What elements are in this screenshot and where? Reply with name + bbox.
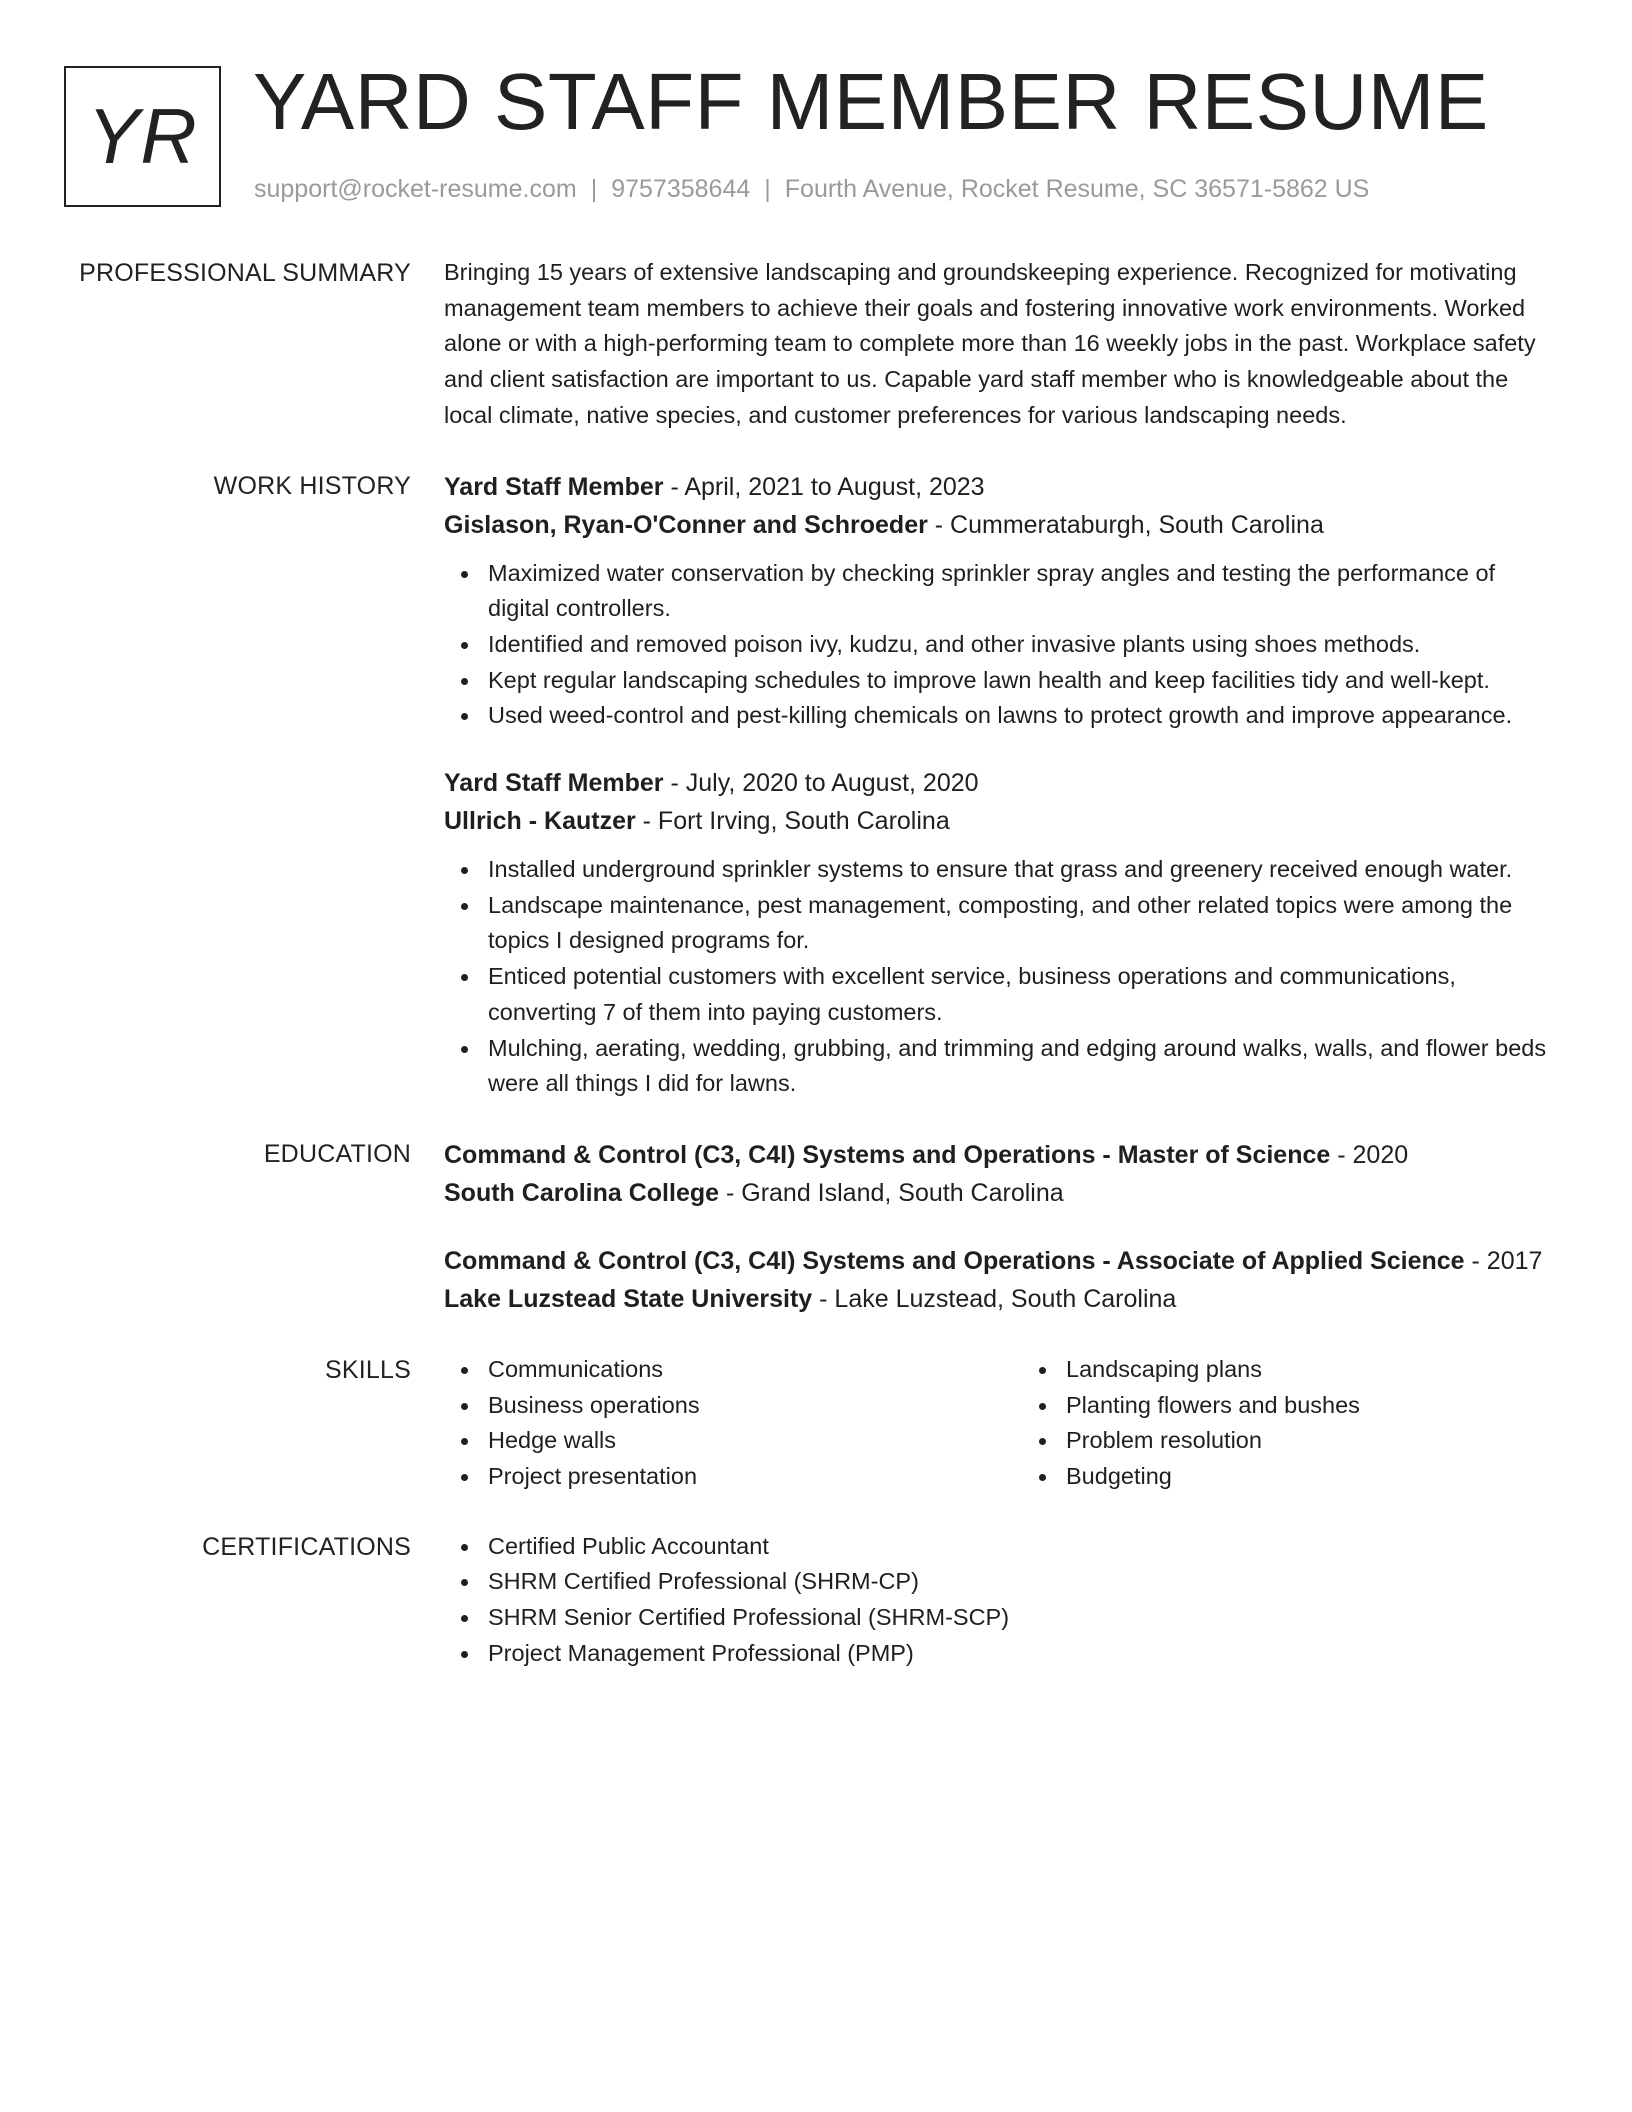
job-entry [444, 468, 1554, 735]
skill-item: Planting flowers and bushes [1066, 1388, 1554, 1424]
section-work-history [0, 468, 1632, 1102]
certification-item: SHRM Certified Professional (SHRM-CP) [488, 1564, 1554, 1600]
job-bullet: Installed underground sprinkler systems to ensure that grass and greenery received enough water. [488, 852, 1554, 888]
skills-column [1022, 1352, 1554, 1495]
school-line [444, 1174, 1554, 1212]
section-education [0, 1136, 1632, 1318]
job-company: Ullrich - Kautzer [444, 807, 636, 836]
education-entry [444, 1136, 1554, 1212]
job-dates: - July, 2020 to August, 2020 [663, 769, 979, 798]
contact-separator: | [764, 175, 771, 203]
job-bullet: Used weed-control and pest-killing chemicals on lawns to protect growth and improve appearance. [488, 698, 1554, 734]
job-company: Gislason, Ryan-O'Conner and Schroeder [444, 510, 928, 539]
job-company-line [444, 506, 1554, 544]
job-title-line [444, 468, 1554, 506]
job-dates: - April, 2021 to August, 2023 [663, 472, 985, 501]
initials-text: YR [87, 92, 198, 180]
education-entry [444, 1242, 1554, 1318]
job-title: Yard Staff Member [444, 769, 664, 798]
initials-monogram [64, 66, 221, 207]
section-certifications [0, 1529, 1632, 1672]
section-content [444, 255, 1554, 434]
section-content [444, 1529, 1554, 1672]
resume-sections [0, 255, 1632, 1706]
job-bullet: Mulching, aerating, wedding, grubbing, and trimming and edging around walks, walls, and flower beds were all things I did for lawns. [488, 1031, 1554, 1102]
section-skills [0, 1352, 1632, 1495]
summary-text: Bringing 15 years of extensive landscaping and groundskeeping experience. Recognized for motivating management team members to achieve their goals and fostering innovative work environments. Worked alone or with a high-performing team to complete more than 16 weekly jobs in the past. Workplace safety and client satisfaction are important to us. Capable yard staff member who is knowledgeable about the local climate, native species, and customer preferences for various landscaping needs. [444, 259, 1536, 428]
job-location: - Cummeratabur​gh, South Carolina [927, 510, 1324, 539]
job-entry [444, 764, 1554, 1102]
job-bullet: Maximized water conservation by checking sprinkler spray angles and testing the performance of digital controllers. [488, 556, 1554, 627]
degree-line [444, 1242, 1554, 1280]
section-label: EDUCATION [263, 1139, 411, 1168]
section-content [444, 1136, 1554, 1318]
section-label: SKILLS [325, 1355, 411, 1384]
school-location: - Grand Island, South Carolina [719, 1178, 1064, 1207]
skill-item: Landscaping plans [1066, 1352, 1554, 1388]
school-name: Lake Luzstead State University [444, 1284, 813, 1313]
degree-name: Command & Control (C3, C4I) Systems and Operations - Associate of Applied Science [444, 1246, 1465, 1275]
skills-column [444, 1352, 976, 1495]
degree-year: - 2020 [1330, 1140, 1409, 1169]
certification-item: Project Management Professional (PMP) [488, 1636, 1554, 1672]
section-professional-summary [0, 255, 1632, 434]
job-bullet: Landscape maintenance, pest management, composting, and other related topics were among the topics I designed programs for. [488, 888, 1554, 959]
skill-item: Business operations [488, 1388, 976, 1424]
contact-phone: 9757358644 [611, 175, 751, 203]
contact-line [254, 172, 1369, 206]
job-location: - Fort Irving, South Carolina [635, 807, 950, 836]
skill-item: Project presentation [488, 1459, 976, 1495]
resume-title: YARD STAFF MEMBER RESUME [253, 57, 1489, 146]
skill-item: Communications [488, 1352, 976, 1388]
section-label: WORK HISTORY [213, 471, 411, 500]
section-label: CERTIFICATIONS [202, 1532, 411, 1561]
school-line [444, 1280, 1554, 1318]
skill-item: Problem resolution [1066, 1423, 1554, 1459]
job-bullet: Identified and removed poison ivy, kudzu, and other invasive plants using shoes methods. [488, 627, 1554, 663]
job-title: Yard Staff Member [444, 472, 664, 501]
job-bullet: Kept regular landscaping schedules to improve lawn health and keep facilities tidy and well-kept. [488, 663, 1554, 699]
job-bullets [444, 556, 1554, 735]
contact-separator: | [590, 175, 598, 203]
degree-year: - 2017 [1464, 1246, 1543, 1275]
contact-address: Fourth Avenue, Rocket Resume, SC 36571-5862 US [784, 175, 1370, 203]
job-title-line [444, 764, 1554, 802]
certification-list [444, 1529, 1554, 1672]
certification-item: SHRM Senior Certified Professional (SHRM-SCP) [488, 1600, 1554, 1636]
job-company-line [444, 802, 1554, 840]
degree-name: Command & Control (C3, C4I) Systems and Operations - Master of Science [444, 1140, 1331, 1169]
skill-item: Hedge walls [488, 1423, 976, 1459]
section-label: PROFESSIONAL SUMMARY [79, 259, 411, 287]
skill-item: Budgeting [1066, 1459, 1554, 1495]
certification-item: Certified Public Accountant [488, 1529, 1554, 1565]
job-bullet: Enticed potential customers with excellent service, business operations and communications, converting 7 of them into paying customers. [488, 959, 1554, 1030]
section-content [444, 468, 1554, 1102]
job-bullets [444, 852, 1554, 1102]
school-location: - Lake Luzstead, South Carolina [812, 1284, 1177, 1313]
school-name: South Carolina College [444, 1178, 720, 1207]
skills-grid [444, 1352, 1554, 1495]
degree-line [444, 1136, 1554, 1174]
contact-email: support@rocket-resume.com [254, 175, 577, 203]
